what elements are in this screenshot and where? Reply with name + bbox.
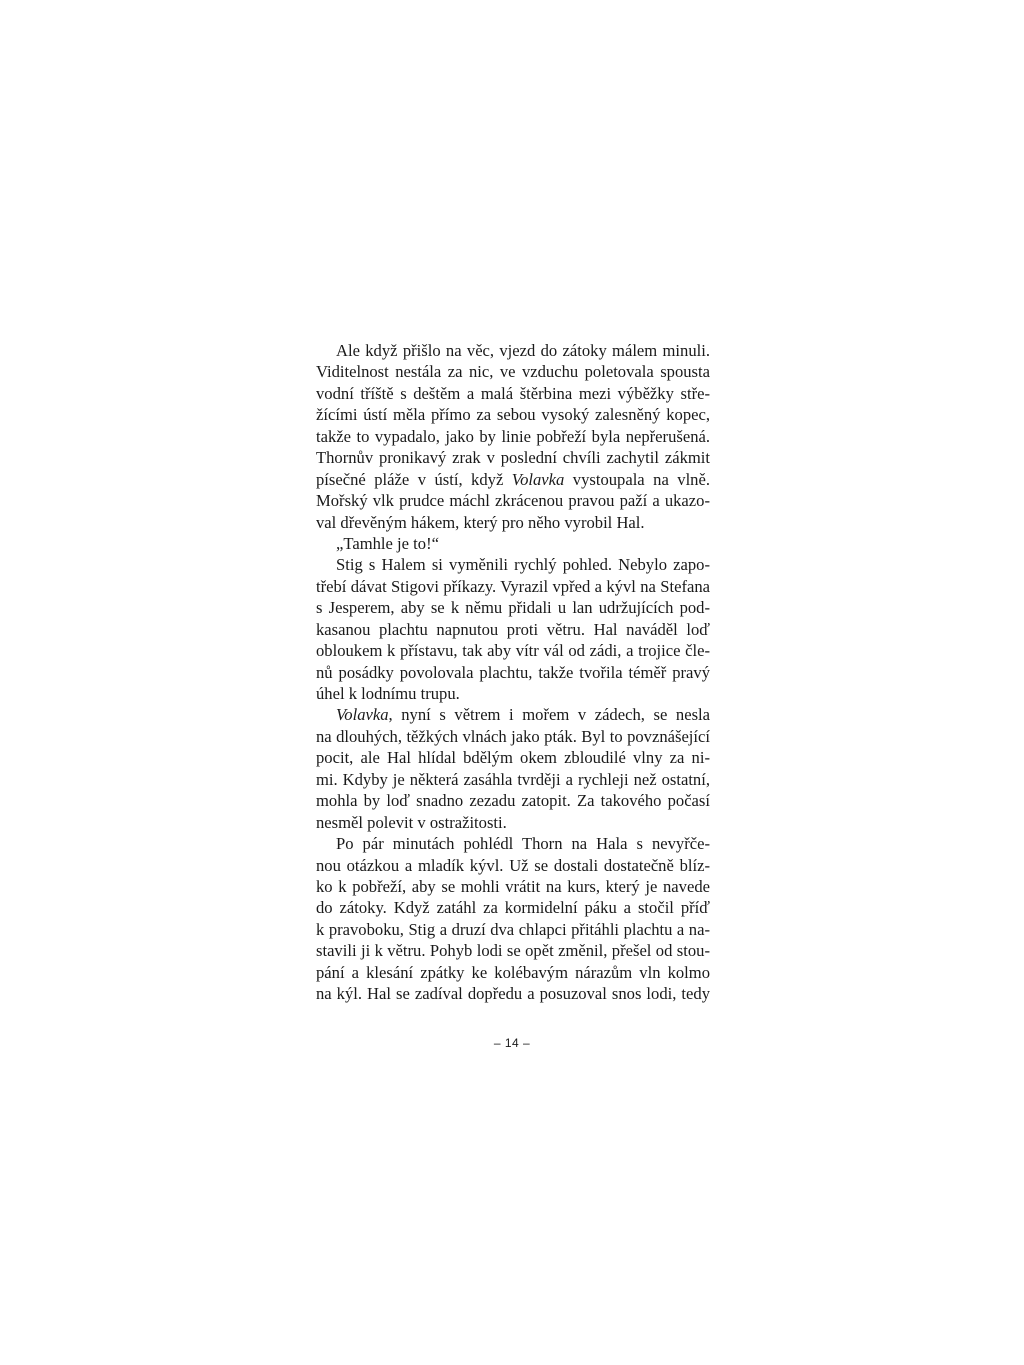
text-line: Viditelnost nestála za nic, ve vzduchu poletovala spousta: [316, 362, 710, 382]
text-line: do zátoky. Když zatáhl za kormidelní páku a stočil příď: [316, 898, 710, 918]
text-line: s Jesperem, aby se k němu přidali u lan udržujících pod-: [316, 598, 710, 618]
text-line: nesměl polevit v ostražitosti.: [316, 812, 507, 832]
text-line: mohla by loď snadno zezadu zatopit. Za takového počasí: [316, 791, 710, 811]
text-line: na dlouhých, těžkých vlnách jako pták. Byl to povznášející: [316, 726, 710, 746]
text-line: Stig s Halem si vyměnili rychlý pohled. Nebylo zapo-: [336, 555, 710, 575]
text-line: k pravoboku, Stig a druzí dva chlapci přitáhli plachtu a na-: [316, 919, 710, 939]
text-line: obloukem k přístavu, tak aby vítr vál od zádi, a trojice čle-: [316, 641, 710, 661]
text-line: Mořský vlk prudce máchl zkrácenou pravou paží a ukazo-: [316, 491, 710, 511]
text-line: kasanou plachtu napnutou proti větru. Hal naváděl loď: [316, 619, 710, 639]
text-line: nou otázkou a mladík kývl. Už se dostali dostatečně blíz-: [316, 855, 710, 875]
text-line: třebí dávat Stigovi příkazy. Vyrazil vpřed a kývl na Stefana: [316, 576, 710, 596]
ship-name: Volavka: [511, 469, 565, 489]
text-line: mi. Kdyby je některá zasáhla tvrději a rychleji než ostatní,: [316, 769, 710, 789]
text-line: „Tamhle je to!“: [336, 533, 439, 553]
text-line: takže to vypadalo, jako by linie pobřeží byla nepřerušená.: [316, 426, 710, 446]
page-number: – 14 –: [493, 1036, 531, 1050]
ship-name: Volavka: [336, 705, 389, 725]
text-line: val dřevěným hákem, který pro něho vyrobil Hal.: [316, 512, 645, 532]
text-line: Thornův pronikavý zrak v poslední chvíli zachytil zákmit: [316, 448, 710, 468]
text-line: stavili ji k větru. Pohyb lodi se opět změnil, přešel od stou-: [316, 941, 710, 961]
text-line: na kýl. Hal se zadíval dopředu a posuzoval snos lodi, tedy: [316, 984, 710, 1004]
text-line: Volavka, nyní s větrem i mořem v zádech, se nesla: [336, 705, 710, 725]
text-line: úhel k lodnímu trupu.: [316, 684, 460, 703]
text-line: nů posádky povolovala plachtu, takže tvořila téměř pravý: [316, 662, 710, 682]
text-line: žícími ústí měla přímo za sebou vysoký zalesněný kopec,: [316, 405, 710, 425]
text-line: Ale když přišlo na věc, vjezd do zátoky málem minuli.: [336, 341, 710, 360]
text-line: pocit, ale Hal hlídal bdělým okem zbloudilé vlny za ni-: [316, 748, 710, 768]
text-line: Po pár minutách pohlédl Thorn na Hala s nevyřče-: [336, 834, 710, 854]
body-text: [316, 340, 710, 1005]
text-line: vodní tříště s deštěm a malá štěrbina mezi výběžky stře-: [316, 383, 710, 403]
text-line: pání a klesání zpátky ke kolébavým nárazům vln kolmo: [316, 962, 710, 982]
text-line: písečné pláže v ústí, když Volavka vystoupala na vlně.: [316, 469, 710, 489]
text-line: ko k pobřeží, aby se mohli vrátit na kurs, který je navede: [316, 876, 710, 896]
